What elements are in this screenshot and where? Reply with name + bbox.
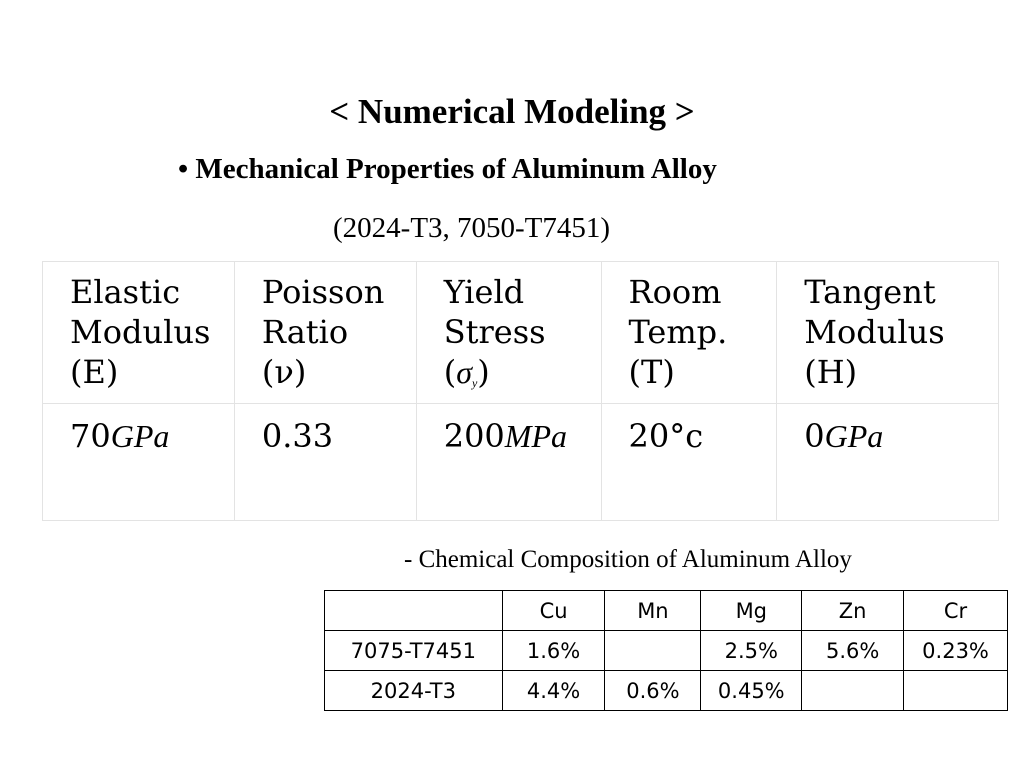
- header-zn: Zn: [802, 591, 904, 631]
- mechanical-properties-table: [42, 261, 999, 521]
- table-header-row: [43, 262, 999, 404]
- alloy-name: 7075-T7451: [325, 631, 503, 671]
- table-row: [325, 631, 1008, 671]
- cell-cu: 4.4%: [502, 671, 605, 711]
- value-room-temp: 20°c: [601, 404, 777, 521]
- cell-mg: 2.5%: [701, 631, 802, 671]
- cell-cr: [904, 671, 1008, 711]
- table-header-row: [325, 591, 1008, 631]
- value-poisson-ratio: 0.33: [234, 404, 416, 521]
- header-tangent-modulus: Tangent Modulus (H): [777, 262, 999, 404]
- alloy-name: 2024-T3: [325, 671, 503, 711]
- header-poisson-ratio: Poisson Ratio (ν): [234, 262, 416, 404]
- cell-cr: 0.23%: [904, 631, 1008, 671]
- table-values-row: [43, 404, 999, 521]
- header-yield-stress: Yield Stress $(\sigma_y)$: [416, 262, 601, 404]
- sigma-symbol: σ: [456, 354, 472, 390]
- value-yield-stress: 200MPa: [416, 404, 601, 521]
- cell-zn: [802, 671, 904, 711]
- cell-mg: 0.45%: [701, 671, 802, 711]
- cell-mn: [605, 631, 701, 671]
- header-mg: Mg: [701, 591, 802, 631]
- slide-title: < Numerical Modeling >: [329, 92, 695, 131]
- cell-zn: 5.6%: [802, 631, 904, 671]
- table-row: [325, 671, 1008, 711]
- alloy-designations: (2024-T3, 7050-T7451): [333, 212, 611, 244]
- value-tangent-modulus: 0GPa: [777, 404, 999, 521]
- header-elastic-modulus: Elastic Modulus (E): [43, 262, 235, 404]
- header-mn: Mn: [605, 591, 701, 631]
- section-subtitle: • Mechanical Properties of Aluminum Alloy: [178, 153, 717, 185]
- value-elastic-modulus: 70GPa: [43, 404, 235, 521]
- header-room-temp: Room Temp. (T): [601, 262, 777, 404]
- cell-cu: 1.6%: [502, 631, 605, 671]
- chemical-composition-title: - Chemical Composition of Aluminum Alloy: [404, 546, 852, 573]
- header-cu: Cu: [502, 591, 605, 631]
- chemical-composition-table: [324, 590, 1008, 711]
- header-cell-blank: [325, 591, 503, 631]
- header-cr: Cr: [904, 591, 1008, 631]
- cell-mn: 0.6%: [605, 671, 701, 711]
